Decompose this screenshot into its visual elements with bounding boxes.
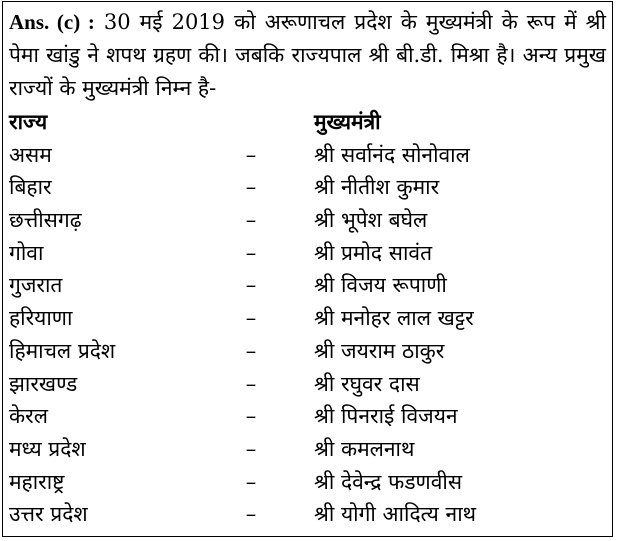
- answer-box: [2, 1, 613, 537]
- state-cell: असम: [9, 142, 52, 167]
- table-row: [9, 302, 606, 335]
- state-cell: गुजरात: [9, 273, 63, 298]
- dash-cell: –: [245, 436, 257, 461]
- state-cell: उत्तर प्रदेश: [9, 502, 88, 527]
- answer-paragraph: [9, 6, 606, 105]
- header-chief-minister: मुख्यमंत्री: [314, 109, 381, 134]
- chief-minister-cell: श्री देवेन्द्र फडणवीस: [314, 469, 463, 494]
- chief-minister-cell: श्री सर्वानंद सोनोवाल: [314, 142, 470, 167]
- dash-cell: –: [245, 404, 257, 429]
- dash-cell: –: [245, 306, 257, 331]
- chief-ministers-table: [9, 106, 606, 531]
- answer-label: Ans. (c) :: [9, 10, 95, 34]
- dash-cell: –: [245, 208, 257, 233]
- table-row: [9, 204, 606, 237]
- table-row: [9, 433, 606, 466]
- state-cell: छत्तीसगढ़: [9, 208, 82, 233]
- dash-cell: –: [245, 502, 257, 527]
- dash-cell: –: [245, 273, 257, 298]
- state-cell: हरियाणा: [9, 306, 73, 331]
- table-row: [9, 335, 606, 368]
- chief-minister-cell: श्री प्रमोद सावंत: [314, 240, 433, 265]
- state-cell: मध्य प्रदेश: [9, 436, 86, 461]
- chief-minister-cell: श्री भूपेश बघेल: [314, 208, 428, 233]
- dash-cell: –: [245, 142, 257, 167]
- chief-minister-cell: श्री पिनराई विजयन: [314, 404, 458, 429]
- state-cell: गोवा: [9, 240, 44, 265]
- table-body: [9, 139, 606, 531]
- answer-text: 30 मई 2019 को अरूणाचल प्रदेश के मुख्यमंत्री के रूप में श्री पेमा खांडु ने शपथ ग्रहण की। जबकि राज्यपाल श्री बी.डी. मिश्रा है। अन्य प्रमुख राज्यों के मुख्यमंत्री निम्न है-: [9, 10, 606, 100]
- state-cell: बिहार: [9, 175, 52, 200]
- dash-cell: –: [245, 338, 257, 363]
- table-row: [9, 269, 606, 302]
- dash-cell: –: [245, 175, 257, 200]
- table-header: [9, 106, 606, 139]
- table-row: [9, 400, 606, 433]
- dash-cell: –: [245, 240, 257, 265]
- state-cell: महाराष्ट्र: [9, 469, 65, 494]
- state-cell: झारखण्ड: [9, 371, 78, 396]
- table-row: [9, 237, 606, 270]
- table-row: [9, 466, 606, 499]
- table-row: [9, 498, 606, 531]
- chief-minister-cell: श्री विजय रूपाणी: [314, 273, 447, 298]
- chief-minister-cell: श्री मनोहर लाल खट्टर: [314, 306, 474, 331]
- state-cell: हिमाचल प्रदेश: [9, 338, 116, 363]
- chief-minister-cell: श्री कमलनाथ: [314, 436, 415, 461]
- chief-minister-cell: श्री जयराम ठाकुर: [314, 338, 445, 363]
- dash-cell: –: [245, 371, 257, 396]
- table-row: [9, 139, 606, 172]
- chief-minister-cell: श्री नीतीश कुमार: [314, 175, 440, 200]
- chief-minister-cell: श्री रघुवर दास: [314, 371, 420, 396]
- table-row: [9, 368, 606, 401]
- chief-minister-cell: श्री योगी आदित्य नाथ: [314, 502, 477, 527]
- table-row: [9, 171, 606, 204]
- state-cell: केरल: [9, 404, 48, 429]
- dash-cell: –: [245, 469, 257, 494]
- header-state: राज्य: [9, 109, 48, 134]
